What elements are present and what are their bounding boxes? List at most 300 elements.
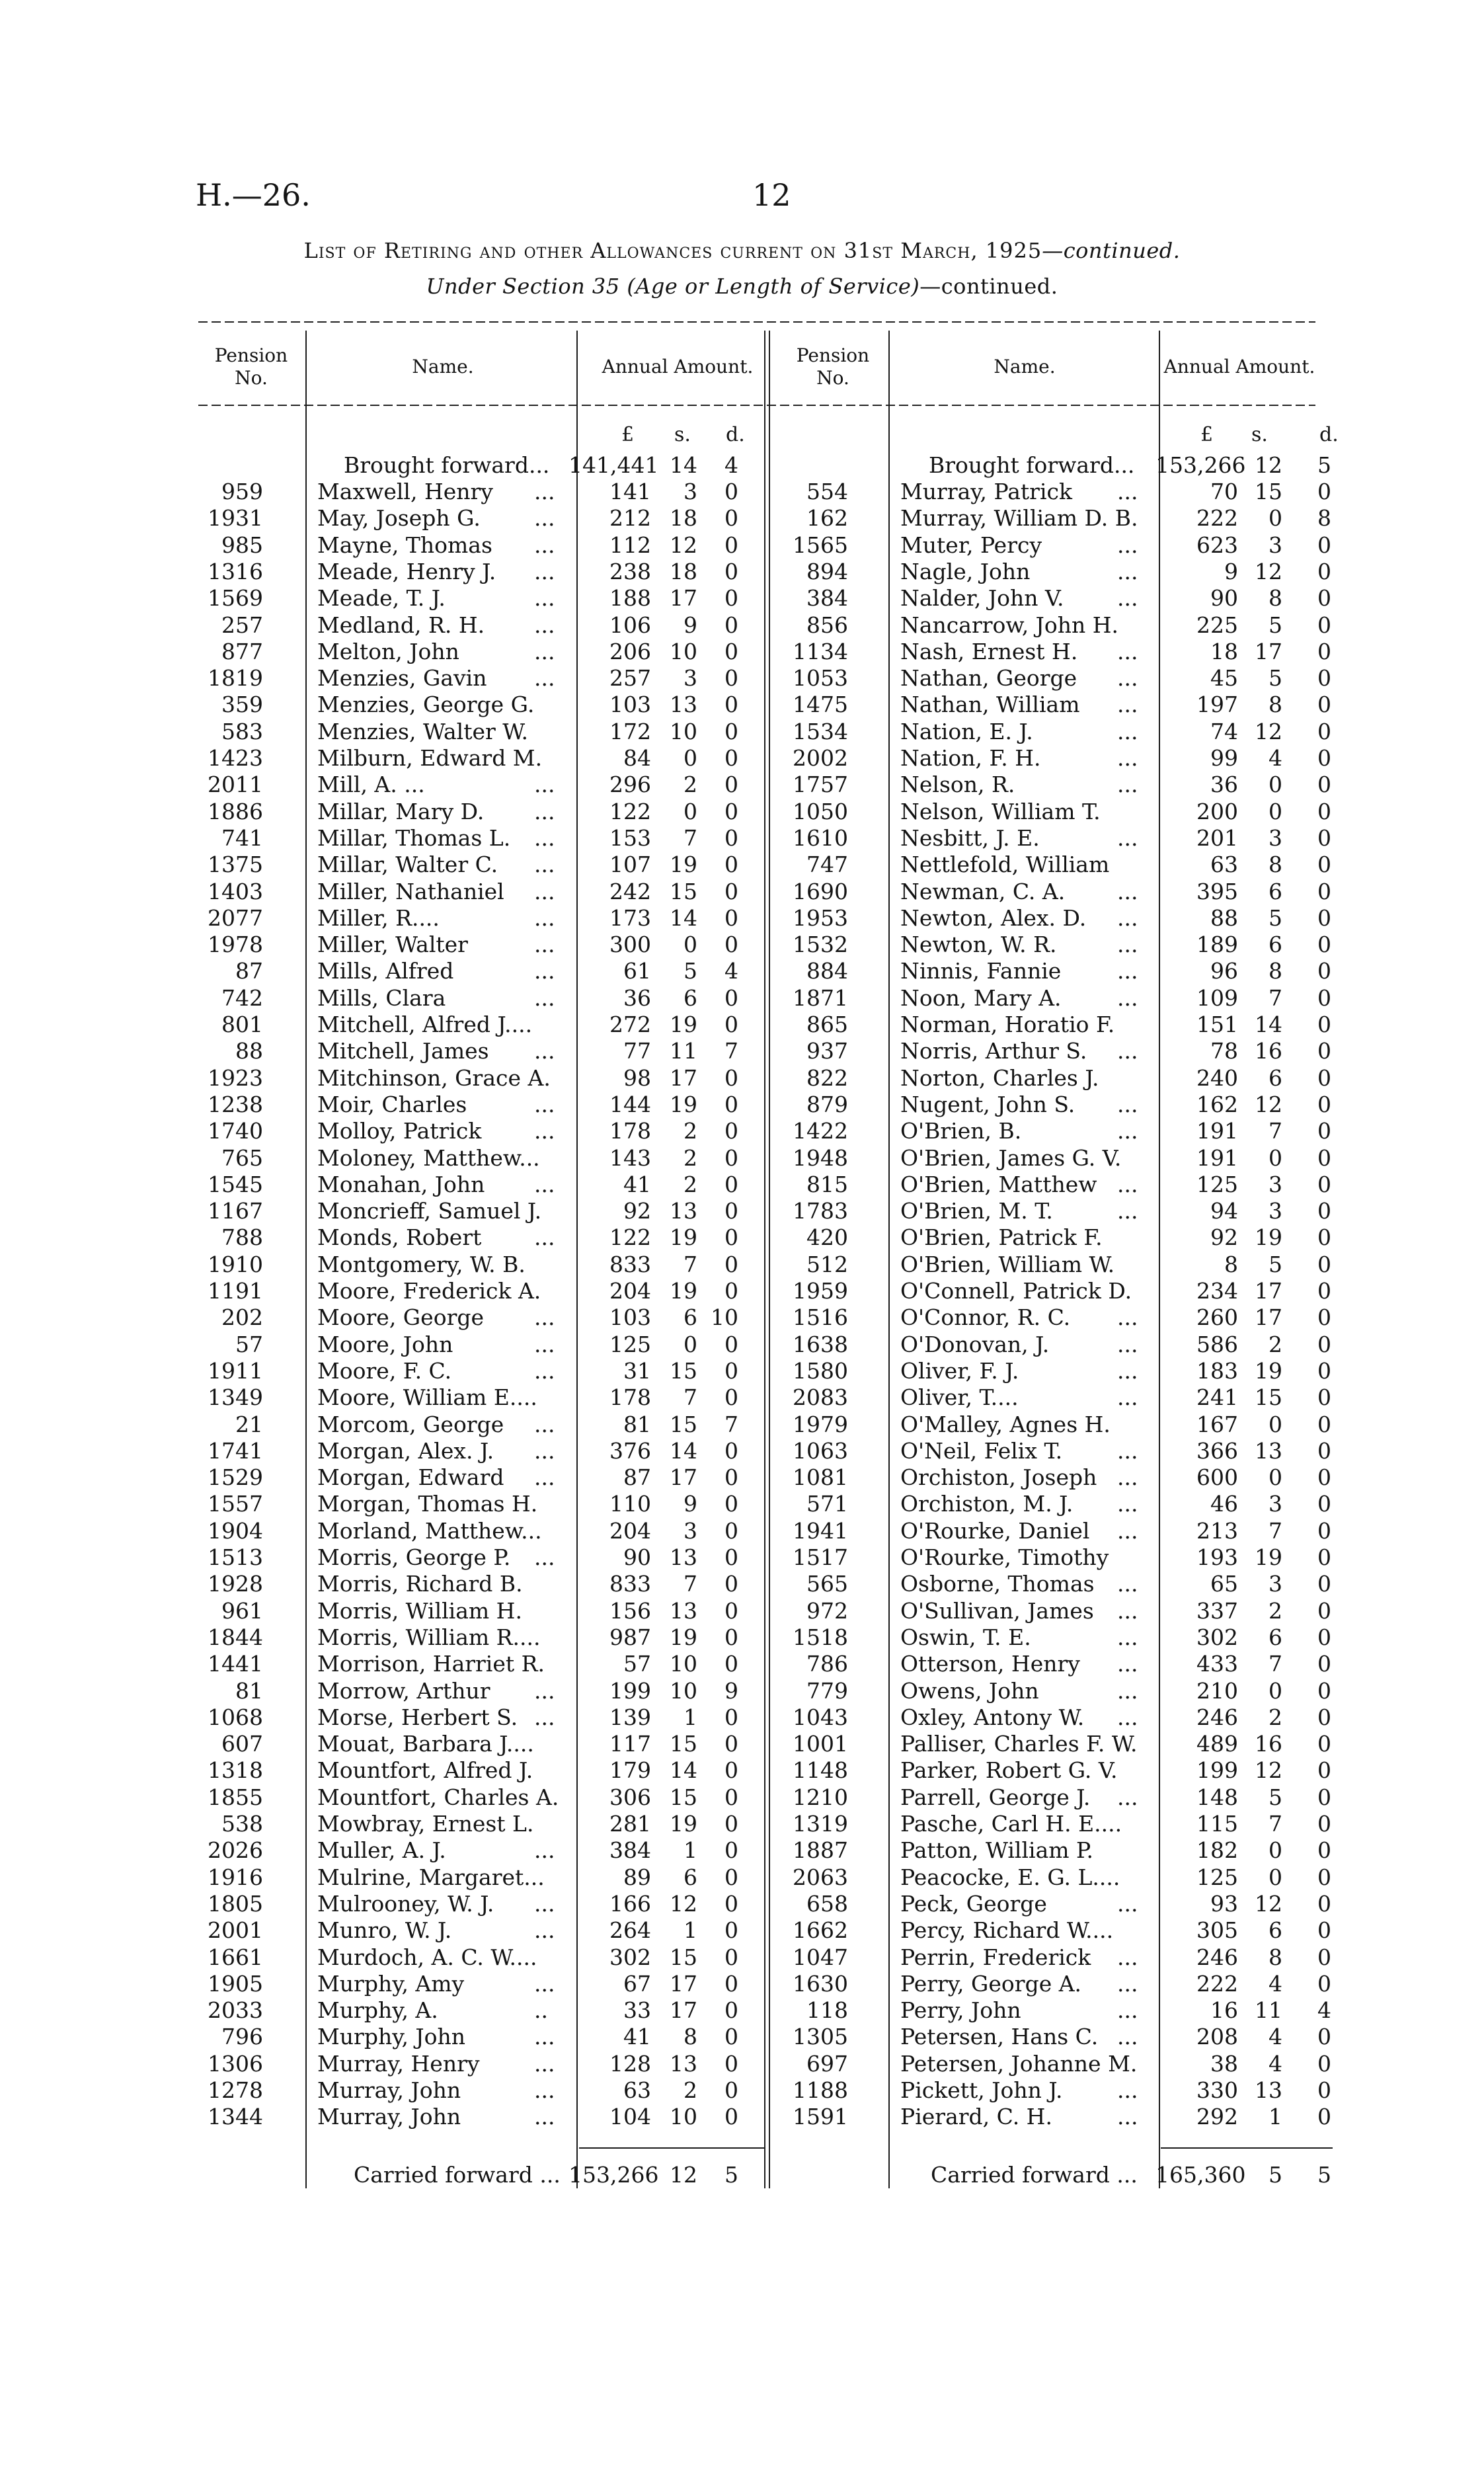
left-row-shillings: 19 bbox=[670, 1092, 697, 1117]
left-row-shillings: 0 bbox=[683, 745, 697, 771]
left-row-leader-dots: ... bbox=[534, 639, 555, 664]
right-row-name: Newton, Alex. D. bbox=[900, 905, 1087, 931]
right-row-shillings: 0 bbox=[1269, 1412, 1282, 1437]
left-row-pence: 0 bbox=[724, 1278, 738, 1304]
right-row-shillings: 7 bbox=[1269, 1118, 1282, 1144]
left-row-pension-no: 1349 bbox=[208, 1384, 263, 1410]
left-row-pounds: 92 bbox=[623, 1198, 651, 1224]
left-row-name: Montgomery, W. B. bbox=[317, 1252, 526, 1277]
right-row-name: Nation, F. H. bbox=[900, 745, 1041, 771]
right-row-pence: 0 bbox=[1317, 639, 1331, 664]
right-row-name: Nation, E. J. bbox=[900, 719, 1033, 744]
right-row-leader-dots: ... bbox=[1117, 2104, 1138, 2130]
left-row-name: Molloy, Patrick bbox=[317, 1118, 482, 1144]
left-row-pence: 0 bbox=[724, 1811, 738, 1837]
right-row-leader-dots: ... bbox=[1117, 1784, 1138, 1810]
left-row-pension-no: 1344 bbox=[208, 2104, 263, 2130]
right-row-name: Peck, George bbox=[900, 1891, 1047, 1917]
left-brought-forward-pounds: 141,441 bbox=[568, 452, 659, 478]
left-row-pounds: 242 bbox=[609, 879, 651, 904]
right-row-pence: 0 bbox=[1317, 1544, 1331, 1570]
left-row-pence: 0 bbox=[724, 585, 738, 611]
right-row-pension-no: 1001 bbox=[793, 1731, 848, 1757]
left-row-name: Millar, Walter C. bbox=[317, 852, 498, 877]
right-row-leader-dots: ... bbox=[1117, 585, 1138, 611]
left-row-pension-no: 788 bbox=[221, 1224, 263, 1250]
left-row-pension-no: 1905 bbox=[208, 1971, 263, 1997]
left-row-shillings: 0 bbox=[683, 799, 697, 824]
right-row-pence: 0 bbox=[1317, 1438, 1331, 1464]
left-row-name: Morris, William H. bbox=[317, 1598, 522, 1624]
right-row-name: Petersen, Johanne M. bbox=[900, 2051, 1138, 2077]
left-row-pence: 0 bbox=[724, 2024, 738, 2050]
right-row-leader-dots: ... bbox=[1117, 1651, 1138, 1677]
left-row-pounds: 90 bbox=[623, 1544, 651, 1570]
left-row-leader-dots: ... bbox=[534, 2024, 555, 2050]
right-row-name: Perry, George A. bbox=[900, 1971, 1082, 1997]
left-row-leader-dots: ... bbox=[534, 905, 555, 931]
left-row-name: Menzies, Walter W. bbox=[317, 719, 528, 744]
right-row-pension-no: 884 bbox=[806, 958, 848, 984]
left-row-pounds: 153 bbox=[609, 825, 651, 851]
left-row-pension-no: 796 bbox=[221, 2024, 263, 2050]
left-row-shillings: 0 bbox=[683, 932, 697, 957]
left-row-name: Murphy, John bbox=[317, 2024, 466, 2050]
right-row-shillings: 8 bbox=[1269, 1944, 1282, 1970]
right-row-shillings: 2 bbox=[1269, 1332, 1282, 1357]
left-row-pension-no: 2026 bbox=[208, 1837, 263, 1863]
right-row-leader-dots: ... bbox=[1117, 1518, 1138, 1544]
left-row-pension-no: 1423 bbox=[208, 745, 263, 771]
right-row-shillings: 13 bbox=[1255, 2077, 1282, 2103]
right-row-shillings: 5 bbox=[1269, 665, 1282, 691]
right-row-leader-dots: ... bbox=[1117, 1891, 1138, 1917]
right-row-leader-dots: ... bbox=[1117, 1464, 1138, 1490]
left-row-pension-no: 765 bbox=[221, 1145, 263, 1171]
left-row-pounds: 87 bbox=[623, 1464, 651, 1490]
right-row-pension-no: 786 bbox=[806, 1651, 848, 1677]
left-row-name: Miller, Walter bbox=[317, 932, 468, 957]
left-row-pounds: 36 bbox=[623, 985, 651, 1011]
right-row-name: O'Malley, Agnes H. bbox=[900, 1412, 1111, 1437]
left-row-shillings: 15 bbox=[670, 1944, 697, 1970]
right-row-pence: 0 bbox=[1317, 1678, 1331, 1704]
left-row-name: Mitchell, James bbox=[317, 1038, 489, 1064]
right-row-leader-dots: ... bbox=[1117, 665, 1138, 691]
left-row-pence: 0 bbox=[724, 1864, 738, 1890]
right-row-name: O'Rourke, Daniel bbox=[900, 1518, 1090, 1544]
right-row-pence: 0 bbox=[1317, 1038, 1331, 1064]
right-row-pension-no: 565 bbox=[806, 1571, 848, 1597]
left-row-shillings: 3 bbox=[683, 479, 697, 504]
left-row-name: Morgan, Alex. J. bbox=[317, 1438, 494, 1464]
right-row-pounds: 8 bbox=[1224, 1252, 1238, 1277]
left-row-shillings: 17 bbox=[670, 1971, 697, 1997]
right-row-pension-no: 747 bbox=[806, 852, 848, 877]
right-row-leader-dots: ... bbox=[1117, 985, 1138, 1011]
right-row-pension-no: 162 bbox=[806, 505, 848, 531]
right-row-name: Norris, Arthur S. bbox=[900, 1038, 1087, 1064]
right-row-name: Nettlefold, William bbox=[900, 852, 1110, 877]
left-row-pounds: 117 bbox=[609, 1731, 651, 1757]
left-row-shillings: 19 bbox=[670, 1811, 697, 1837]
left-row-pence: 0 bbox=[724, 1118, 738, 1144]
right-row-name: Nesbitt, J. E. bbox=[900, 825, 1040, 851]
right-row-pension-no: 1047 bbox=[793, 1944, 848, 1970]
right-row-pension-no: 1871 bbox=[793, 985, 848, 1011]
left-row-shillings: 15 bbox=[670, 879, 697, 904]
right-row-name: Ninnis, Fannie bbox=[900, 958, 1062, 984]
right-row-pence: 0 bbox=[1317, 879, 1331, 904]
left-row-pounds: 110 bbox=[609, 1491, 651, 1517]
right-row-name: Norton, Charles J. bbox=[900, 1065, 1099, 1091]
right-row-pension-no: 822 bbox=[806, 1065, 848, 1091]
right-row-pension-no: 1319 bbox=[793, 1811, 848, 1837]
left-row-shillings: 1 bbox=[683, 1917, 697, 1943]
right-row-pence: 0 bbox=[1317, 559, 1331, 584]
right-row-pence: 0 bbox=[1317, 719, 1331, 744]
right-row-pension-no: 1422 bbox=[793, 1118, 848, 1144]
right-row-shillings: 8 bbox=[1269, 692, 1282, 717]
right-row-name: Pickett, John J. bbox=[900, 2077, 1063, 2103]
right-row-pence: 0 bbox=[1317, 692, 1331, 717]
right-row-pence: 0 bbox=[1317, 1944, 1331, 1970]
left-row-pounds: 264 bbox=[609, 1917, 651, 1943]
right-row-pence: 0 bbox=[1317, 1757, 1331, 1783]
right-row-pounds: 115 bbox=[1196, 1811, 1238, 1837]
right-row-pounds: 182 bbox=[1196, 1837, 1238, 1863]
right-row-shillings: 7 bbox=[1269, 1811, 1282, 1837]
right-row-pounds: 210 bbox=[1196, 1678, 1238, 1704]
left-row-pence: 0 bbox=[724, 639, 738, 664]
left-row-leader-dots: ... bbox=[534, 532, 555, 558]
right-row-pension-no: 1948 bbox=[793, 1145, 848, 1171]
left-row-pension-no: 583 bbox=[221, 719, 263, 744]
left-row-pension-no: 1569 bbox=[208, 585, 263, 611]
right-row-name: Newton, W. R. bbox=[900, 932, 1057, 957]
right-row-pence: 0 bbox=[1317, 1464, 1331, 1490]
right-row-name: Orchiston, M. J. bbox=[900, 1491, 1074, 1517]
right-row-shillings: 5 bbox=[1269, 905, 1282, 931]
right-row-pounds: 70 bbox=[1210, 479, 1238, 504]
left-row-leader-dots: ... bbox=[534, 2077, 555, 2103]
left-row-pence: 0 bbox=[724, 1491, 738, 1517]
right-brought-forward-pence: 5 bbox=[1317, 452, 1331, 478]
left-row-name: Miller, Nathaniel bbox=[317, 879, 504, 904]
right-row-shillings: 4 bbox=[1269, 745, 1282, 771]
left-row-pence: 0 bbox=[724, 2077, 738, 2103]
left-row-pounds: 833 bbox=[609, 1252, 651, 1277]
right-row-pence: 0 bbox=[1317, 1198, 1331, 1224]
right-row-shillings: 1 bbox=[1269, 2104, 1282, 2130]
left-row-leader-dots: ... bbox=[534, 505, 555, 531]
right-row-pension-no: 1305 bbox=[793, 2024, 848, 2050]
right-row-name: O'Brien, Patrick F. bbox=[900, 1224, 1103, 1250]
left-row-pounds: 306 bbox=[609, 1784, 651, 1810]
right-row-pounds: 191 bbox=[1196, 1118, 1238, 1144]
left-row-shillings: 6 bbox=[683, 1304, 697, 1330]
right-brought-forward-pounds: 153,266 bbox=[1155, 452, 1246, 478]
right-row-shillings: 12 bbox=[1255, 719, 1282, 744]
left-row-pension-no: 1167 bbox=[208, 1198, 263, 1224]
left-row-leader-dots: ... bbox=[534, 1837, 555, 1863]
left-row-name: Morcom, George bbox=[317, 1412, 504, 1437]
left-row-shillings: 10 bbox=[670, 639, 697, 664]
left-row-pension-no: 959 bbox=[221, 479, 263, 504]
right-row-shillings: 19 bbox=[1255, 1544, 1282, 1570]
left-row-pension-no: 1068 bbox=[208, 1704, 263, 1730]
right-row-shillings: 0 bbox=[1269, 799, 1282, 824]
left-row-pounds: 173 bbox=[609, 905, 651, 931]
left-row-shillings: 14 bbox=[670, 1757, 697, 1783]
left-row-pension-no: 57 bbox=[235, 1332, 263, 1357]
right-row-name: Perrin, Frederick bbox=[900, 1944, 1091, 1970]
left-row-name: Morrow, Arthur bbox=[317, 1678, 490, 1704]
left-row-pounds: 143 bbox=[609, 1145, 651, 1171]
right-row-pence: 0 bbox=[1317, 1651, 1331, 1677]
right-row-pence: 0 bbox=[1317, 1571, 1331, 1597]
left-row-pension-no: 1928 bbox=[208, 1571, 263, 1597]
right-row-name: Pierard, C. H. bbox=[900, 2104, 1052, 2130]
left-row-pounds: 57 bbox=[623, 1651, 651, 1677]
right-row-pounds: 433 bbox=[1196, 1651, 1238, 1677]
subtitle-main: Under Section 35 (Age or Length of Service) bbox=[426, 274, 920, 299]
left-row-pounds: 122 bbox=[609, 799, 651, 824]
left-row-pension-no: 742 bbox=[221, 985, 263, 1011]
left-row-pence: 0 bbox=[724, 985, 738, 1011]
left-brought-forward-label: Brought forward... bbox=[344, 452, 550, 478]
left-row-name: Milburn, Edward M. bbox=[317, 745, 543, 771]
left-row-shillings: 15 bbox=[670, 1358, 697, 1384]
left-row-pounds: 302 bbox=[609, 1944, 651, 1970]
left-row-name: Morris, George P. bbox=[317, 1544, 511, 1570]
left-row-shillings: 8 bbox=[683, 2024, 697, 2050]
right-row-name: Murray, William D. B. bbox=[900, 505, 1138, 531]
left-row-pence: 0 bbox=[724, 1598, 738, 1624]
left-row-pounds: 98 bbox=[623, 1065, 651, 1091]
right-row-shillings: 0 bbox=[1269, 1864, 1282, 1890]
title-main: List of Retiring and other Allowances current on 31st March, 1925 bbox=[303, 238, 1042, 263]
left-total-rule bbox=[579, 2147, 764, 2149]
left-row-leader-dots: ... bbox=[534, 1438, 555, 1464]
right-row-shillings: 13 bbox=[1255, 1438, 1282, 1464]
right-row-pension-no: 1134 bbox=[793, 639, 848, 664]
left-row-shillings: 15 bbox=[670, 1784, 697, 1810]
left-row-leader-dots: ... bbox=[534, 1891, 555, 1917]
right-row-pounds: 395 bbox=[1196, 879, 1238, 904]
left-row-pence: 0 bbox=[724, 1624, 738, 1650]
left-row-pension-no: 877 bbox=[221, 639, 263, 664]
left-row-shillings: 7 bbox=[683, 1571, 697, 1597]
right-row-pence: 0 bbox=[1317, 2104, 1331, 2130]
right-row-name: O'Brien, James G. V. bbox=[900, 1145, 1122, 1171]
left-row-leader-dots: ... bbox=[534, 1118, 555, 1144]
left-row-pounds: 139 bbox=[609, 1704, 651, 1730]
right-row-leader-dots: ... bbox=[1117, 745, 1138, 771]
left-row-pounds: 188 bbox=[609, 585, 651, 611]
right-row-pension-no: 1662 bbox=[793, 1917, 848, 1943]
right-carried-forward-pence: 5 bbox=[1317, 2162, 1331, 2188]
right-row-pension-no: 554 bbox=[806, 479, 848, 504]
right-row-pension-no: 1188 bbox=[793, 2077, 848, 2103]
left-row-pence: 0 bbox=[724, 879, 738, 904]
right-row-name: Palliser, Charles F. W. bbox=[900, 1731, 1138, 1757]
right-row-pence: 0 bbox=[1317, 745, 1331, 771]
right-row-shillings: 12 bbox=[1255, 1891, 1282, 1917]
left-row-pension-no: 202 bbox=[221, 1304, 263, 1330]
right-row-pence: 0 bbox=[1317, 1624, 1331, 1650]
left-row-pounds: 212 bbox=[609, 505, 651, 531]
right-unit-pence: d. bbox=[1319, 423, 1339, 446]
left-row-pence: 0 bbox=[724, 1518, 738, 1544]
right-row-pension-no: 1941 bbox=[793, 1518, 848, 1544]
left-row-pence: 0 bbox=[724, 1252, 738, 1277]
right-row-shillings: 6 bbox=[1269, 932, 1282, 957]
left-row-pension-no: 1441 bbox=[208, 1651, 263, 1677]
left-row-pounds: 84 bbox=[623, 745, 651, 771]
right-row-pounds: 90 bbox=[1210, 585, 1238, 611]
left-row-pence: 9 bbox=[724, 1678, 738, 1704]
left-row-pounds: 272 bbox=[609, 1012, 651, 1037]
left-row-pence: 0 bbox=[724, 1944, 738, 1970]
right-row-pence: 0 bbox=[1317, 932, 1331, 957]
left-row-name: Moore, John bbox=[317, 1332, 453, 1357]
right-row-shillings: 12 bbox=[1255, 1757, 1282, 1783]
left-row-pension-no: 1844 bbox=[208, 1624, 263, 1650]
right-row-leader-dots: ... bbox=[1117, 1678, 1138, 1704]
left-row-leader-dots: ... bbox=[534, 852, 555, 877]
right-row-pence: 8 bbox=[1317, 505, 1331, 531]
right-row-pension-no: 1630 bbox=[793, 1971, 848, 1997]
left-row-pension-no: 741 bbox=[221, 825, 263, 851]
right-row-pension-no: 1959 bbox=[793, 1278, 848, 1304]
left-row-shillings: 14 bbox=[670, 1438, 697, 1464]
right-row-pounds: 240 bbox=[1196, 1065, 1238, 1091]
right-row-name: O'Brien, William W. bbox=[900, 1252, 1115, 1277]
left-row-shillings: 17 bbox=[670, 1464, 697, 1490]
left-row-shillings: 19 bbox=[670, 1624, 697, 1650]
right-row-pension-no: 2002 bbox=[793, 745, 848, 771]
right-row-pounds: 586 bbox=[1196, 1332, 1238, 1357]
right-row-pounds: 222 bbox=[1196, 1971, 1238, 1997]
left-row-pounds: 144 bbox=[609, 1092, 651, 1117]
right-row-name: Percy, Richard W.... bbox=[900, 1917, 1114, 1943]
left-row-leader-dots: ... bbox=[534, 1971, 555, 1997]
left-row-name: Murphy, Amy bbox=[317, 1971, 465, 1997]
left-row-name: Maxwell, Henry bbox=[317, 479, 493, 504]
right-row-pounds: 208 bbox=[1196, 2024, 1238, 2050]
left-row-name: Monds, Robert bbox=[317, 1224, 482, 1250]
left-unit-pence: d. bbox=[726, 423, 745, 446]
right-row-shillings: 0 bbox=[1269, 1678, 1282, 1704]
left-row-name: Menzies, George G. bbox=[317, 692, 535, 717]
left-row-pounds: 104 bbox=[609, 2104, 651, 2130]
left-row-leader-dots: ... bbox=[534, 1464, 555, 1490]
right-row-shillings: 19 bbox=[1255, 1224, 1282, 1250]
right-row-shillings: 16 bbox=[1255, 1731, 1282, 1757]
left-row-pension-no: 801 bbox=[221, 1012, 263, 1037]
right-row-pence: 0 bbox=[1317, 1731, 1331, 1757]
right-row-pension-no: 1063 bbox=[793, 1438, 848, 1464]
left-row-leader-dots: ... bbox=[534, 772, 555, 797]
right-row-pounds: 99 bbox=[1210, 745, 1238, 771]
left-row-pounds: 63 bbox=[623, 2077, 651, 2103]
left-row-name: May, Joseph G. bbox=[317, 505, 481, 531]
right-row-name: Muter, Percy bbox=[900, 532, 1042, 558]
left-row-pounds: 206 bbox=[609, 639, 651, 664]
right-row-pounds: 65 bbox=[1210, 1571, 1238, 1597]
right-row-name: Nalder, John V. bbox=[900, 585, 1064, 611]
right-carried-forward-label: Carried forward ... bbox=[931, 2162, 1138, 2188]
left-row-pension-no: 1904 bbox=[208, 1518, 263, 1544]
left-row-leader-dots: ... bbox=[534, 1092, 555, 1117]
right-row-pension-no: 1516 bbox=[793, 1304, 848, 1330]
left-row-pounds: 156 bbox=[609, 1598, 651, 1624]
right-row-name: Parker, Robert G. V. bbox=[900, 1757, 1118, 1783]
rule-center-double-a bbox=[764, 331, 765, 2188]
left-row-pence: 0 bbox=[724, 1971, 738, 1997]
right-row-pension-no: 856 bbox=[806, 612, 848, 638]
right-row-pence: 0 bbox=[1317, 2077, 1331, 2103]
right-row-pence: 0 bbox=[1317, 585, 1331, 611]
right-row-pension-no: 894 bbox=[806, 559, 848, 584]
left-row-pence: 0 bbox=[724, 745, 738, 771]
left-row-pence: 0 bbox=[724, 1145, 738, 1171]
right-row-pence: 0 bbox=[1317, 665, 1331, 691]
right-row-shillings: 0 bbox=[1269, 505, 1282, 531]
right-row-pounds: 162 bbox=[1196, 1092, 1238, 1117]
left-carried-forward-pounds: 153,266 bbox=[568, 2162, 659, 2188]
right-row-pence: 0 bbox=[1317, 479, 1331, 504]
left-row-pension-no: 1923 bbox=[208, 1065, 263, 1091]
right-row-pension-no: 1565 bbox=[793, 532, 848, 558]
left-row-leader-dots: ... bbox=[534, 1332, 555, 1357]
right-row-name: Owens, John bbox=[900, 1678, 1039, 1704]
right-row-shillings: 15 bbox=[1255, 479, 1282, 504]
left-row-shillings: 3 bbox=[683, 1518, 697, 1544]
left-row-pence: 0 bbox=[724, 1731, 738, 1757]
right-row-shillings: 17 bbox=[1255, 1278, 1282, 1304]
left-row-pence: 0 bbox=[724, 1917, 738, 1943]
right-row-pension-no: 697 bbox=[806, 2051, 848, 2077]
left-row-pence: 0 bbox=[724, 1464, 738, 1490]
right-row-leader-dots: ... bbox=[1117, 1304, 1138, 1330]
right-row-pounds: 148 bbox=[1196, 1784, 1238, 1810]
left-row-shillings: 18 bbox=[670, 505, 697, 531]
left-row-name: Murphy, A. bbox=[317, 1997, 438, 2023]
right-row-pounds: 330 bbox=[1196, 2077, 1238, 2103]
left-row-pence: 0 bbox=[724, 1198, 738, 1224]
left-row-leader-dots: ... bbox=[534, 1038, 555, 1064]
left-row-pence: 0 bbox=[724, 1438, 738, 1464]
right-row-pounds: 16 bbox=[1210, 1997, 1238, 2023]
left-row-leader-dots: ... bbox=[534, 612, 555, 638]
left-row-name: Murray, John bbox=[317, 2104, 461, 2130]
left-row-leader-dots: ... bbox=[534, 2104, 555, 2130]
rule-left-no-name bbox=[305, 331, 307, 2188]
left-row-pence: 0 bbox=[724, 505, 738, 531]
left-row-shillings: 2 bbox=[683, 1118, 697, 1144]
right-row-pounds: 45 bbox=[1210, 665, 1238, 691]
left-row-leader-dots: ... bbox=[534, 1224, 555, 1250]
right-row-shillings: 5 bbox=[1269, 1252, 1282, 1277]
left-row-pence: 0 bbox=[724, 1384, 738, 1410]
right-row-pounds: 167 bbox=[1196, 1412, 1238, 1437]
left-row-name: Morrison, Harriet R. bbox=[317, 1651, 545, 1677]
left-row-pension-no: 2077 bbox=[208, 905, 263, 931]
left-row-pence: 7 bbox=[724, 1412, 738, 1437]
right-row-shillings: 12 bbox=[1255, 559, 1282, 584]
